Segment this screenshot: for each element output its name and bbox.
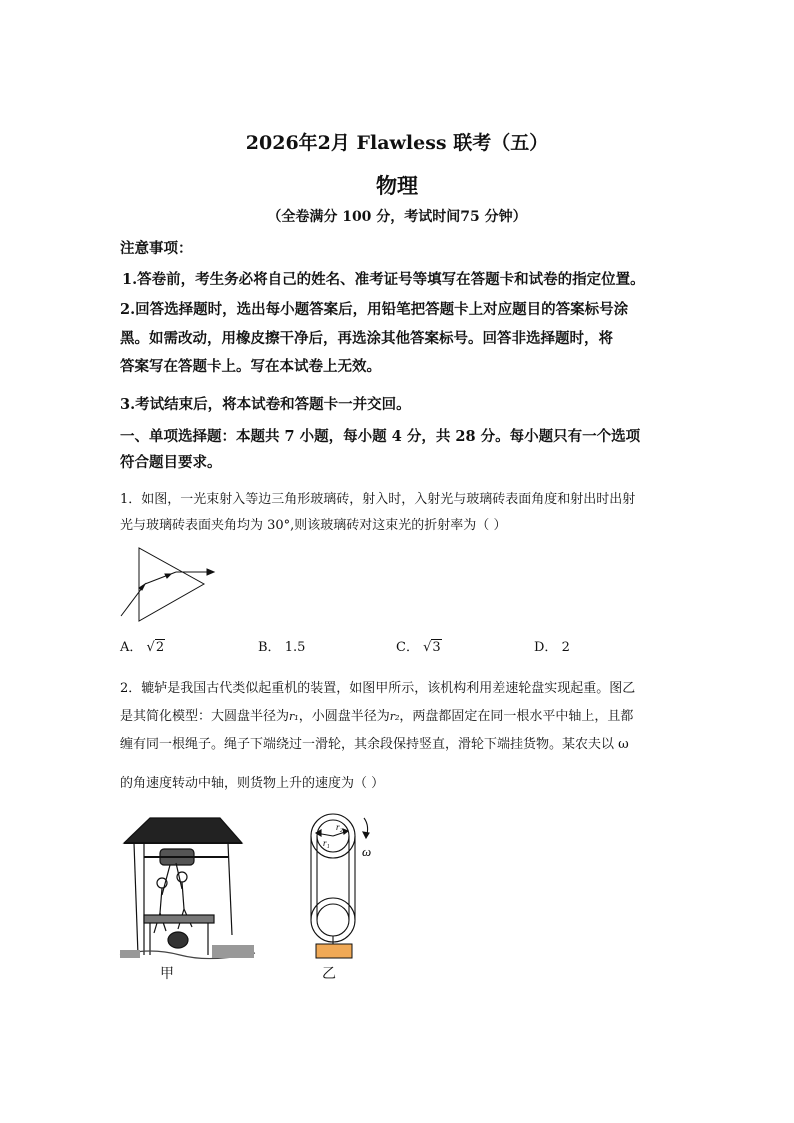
q1-prism-figure	[118, 544, 218, 626]
notice-heading: 注意事项：	[120, 240, 193, 257]
notice-item-2-line-2: 黑。如需改动，用橡皮擦干净后，再选涂其他答案标号。回答非选择题时，将	[120, 330, 613, 347]
pulley-model-diagram	[300, 812, 390, 962]
q1-option-a[interactable]	[120, 636, 165, 655]
omega-label: ω	[362, 844, 372, 859]
q2-line-1: 2．辘轳是我国古代类似起重机的装置，如图甲所示，该机构利用差速轮盘实现起重。图乙	[120, 681, 636, 696]
q1-line-2: 光与玻璃砖表面夹角均为 30°,则该玻璃砖对这束光的折射率为（ ）	[120, 518, 507, 533]
windlass-illustration	[120, 815, 255, 960]
option-value: 3	[432, 640, 441, 655]
q2-line-2	[120, 703, 676, 730]
notice-item-2-line-3: 答案写在答题卡上。写在本试卷上无效。	[120, 358, 381, 375]
subject-title: 物理	[376, 173, 418, 198]
r1-label: r₁	[323, 838, 330, 848]
movable-pulley	[311, 898, 355, 942]
option-letter: B．	[258, 640, 281, 655]
option-letter: D．	[534, 640, 558, 655]
q2-line-3: 缠有同一根绳子。绳子下端绕过一滑轮，其余段保持竖直，滑轮下端挂货物。某农夫以 ω	[120, 737, 629, 752]
q1-option-c[interactable]	[396, 636, 442, 655]
r2-label: r₂	[336, 822, 343, 832]
r2-symbol: r₂	[389, 710, 400, 723]
q2-line-2-part-a: 是其简化模型：大圆盘半径为	[120, 709, 290, 724]
r1-symbol: r₁	[289, 710, 299, 723]
option-value: 2	[561, 640, 570, 655]
notice-item-1: 1.答卷前，考生务必将自己的姓名、准考证号等填写在答题卡和试卷的指定位置。	[122, 271, 645, 288]
section-heading-line-2: 符合题目要求。	[120, 454, 222, 471]
exam-info: （全卷满分 100 分，考试时间75 分钟）	[267, 209, 527, 225]
notice-item-2-line-1: 2.回答选择题时，选出每小题答案后，用铅笔把答题卡上对应题目的答案标号涂	[120, 301, 629, 318]
prism-triangle	[139, 548, 204, 621]
q2-line-2-part-c: ，两盘都固定在同一根水平中轴上，且都	[399, 709, 634, 724]
q1-option-b[interactable]	[258, 636, 305, 655]
option-letter: C．	[396, 640, 419, 655]
q2-line-4: 的角速度转动中轴，则货物上升的速度为（ ）	[120, 776, 385, 791]
cargo-block	[316, 944, 352, 958]
option-value: 1.5	[284, 640, 306, 655]
section-heading-line-1: 一、单项选择题：本题共 7 小题，每小题 4 分，共 28 分。每小题只有一个选项	[120, 428, 641, 445]
q2-line-2-part-b: ，小圆盘半径为	[298, 709, 390, 724]
figure-a-caption: 甲	[160, 966, 174, 982]
sqrt-icon: √2	[146, 640, 165, 655]
figure-b-caption: 乙	[322, 966, 336, 982]
sqrt-icon: √3	[423, 640, 441, 655]
exam-title: 2026年2月 Flawless 联考（五）	[245, 132, 549, 154]
q1-option-d[interactable]	[534, 636, 570, 655]
q1-line-1: 1．如图，一光束射入等边三角形玻璃砖，射入时，入射光与玻璃砖表面角度和射出时出射	[120, 492, 636, 507]
notice-item-3: 3.考试结束后，将本试卷和答题卡一并交回。	[120, 396, 411, 413]
option-letter: A．	[120, 640, 143, 655]
option-value: 2	[155, 640, 165, 655]
